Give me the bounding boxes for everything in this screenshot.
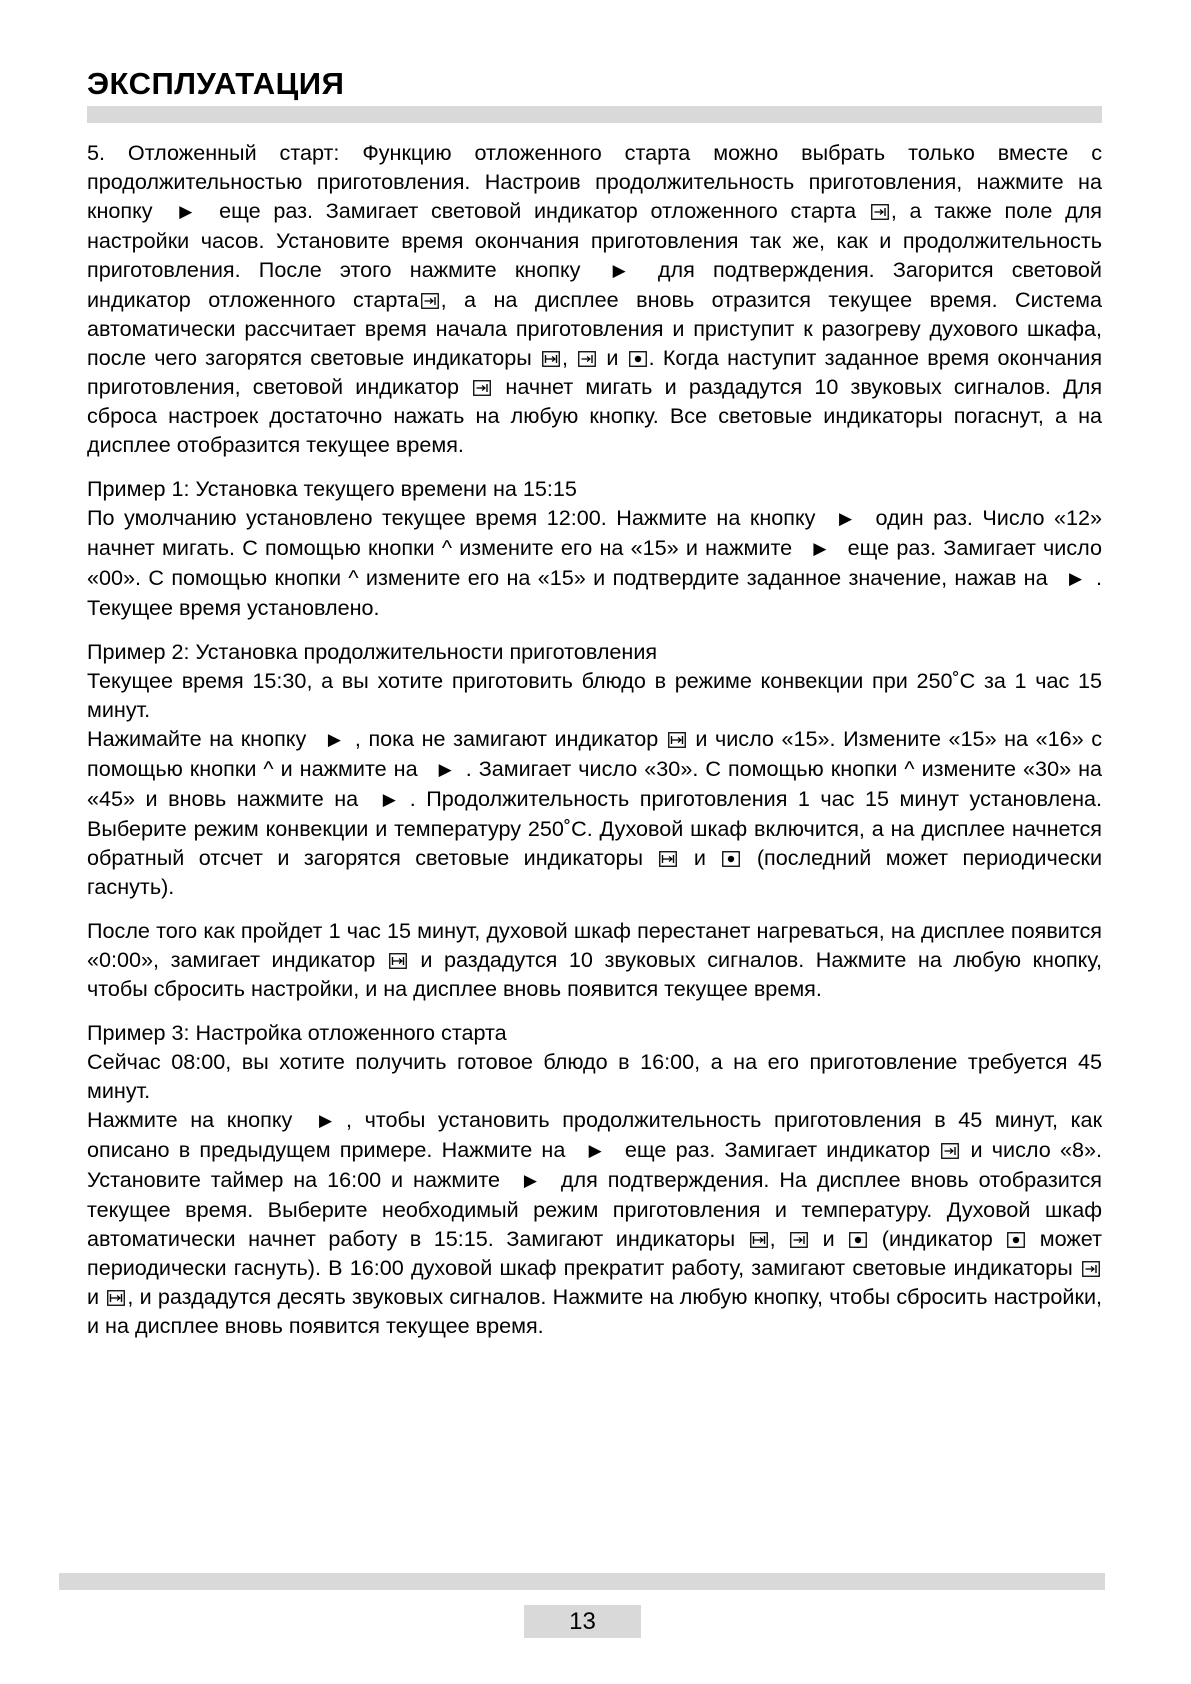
up-arrow-icon: ^ — [348, 565, 359, 590]
text: и число «15». Измените «15» на «16» с помощью кнопки — [87, 726, 1102, 781]
page-number: 13 — [524, 1605, 641, 1638]
play-button-icon: ▶ — [838, 509, 853, 528]
footer-divider — [59, 1573, 1105, 1590]
example-1-body — [87, 503, 1102, 622]
example-2-intro: Текущее время 15:30, а вы хотите приготовить блюдо в режиме конвекции при 250˚C за 1 час 15 минут. — [87, 668, 1102, 722]
play-button-icon: ▶ — [1068, 569, 1083, 588]
up-arrow-icon: ^ — [441, 535, 452, 560]
text: для подтверждения. Загорится световой индикатор отложенного старта — [87, 257, 1102, 312]
text: , — [769, 1226, 776, 1251]
text: измените его на «15» и подтвердите заданное значение, нажав на — [365, 565, 1048, 590]
end-time-indicator-icon — [871, 204, 889, 220]
text: для подтверждения. На дисплее вновь отобразится текущее время. Выберите необходимый режим приготовления и температуру. Духовой шкаф автоматически начнет работу в 15:15. Замигают индикаторы — [87, 1167, 1103, 1251]
text: , и раздадутся десять звуковых сигналов. Нажмите на любую кнопку, чтобы сбросить настройки, и на дисплее вновь появится текущее время. — [87, 1284, 1103, 1338]
text: и раздадутся 10 звуковых сигналов. Нажмите на любую кнопку, чтобы сбросить настройки, и на дисплее вновь появится текущее время. — [87, 947, 1103, 1001]
text: может периодически гаснуть). В 16:00 духовой шкаф прекратит работу, замигают световые индикаторы — [87, 1226, 1102, 1280]
text: После того как пройдет 1 час 15 минут, духовой шкаф перестанет нагреваться, на дисплее появится «0:00», замигает индикатор — [87, 918, 1102, 972]
text: измените «30» на «45» и вновь нажмите на — [87, 756, 1103, 811]
example-2-heading: Пример 2: Установка продолжительности приготовления — [87, 639, 658, 664]
heating-indicator-icon — [629, 351, 647, 367]
play-button-icon: ▶ — [179, 202, 193, 221]
text: еще раз. Замигает число «00». С помощью кнопки — [87, 535, 1103, 590]
example-3-heading: Пример 3: Настройка отложенного старта — [87, 1020, 507, 1045]
end-time-indicator-icon — [421, 293, 439, 309]
text: еще раз. Замигает индикатор — [624, 1137, 931, 1162]
end-time-indicator-icon — [790, 1232, 808, 1248]
play-button-icon: ▶ — [318, 1111, 333, 1130]
example-2-after — [87, 916, 1102, 1003]
text: Нажмите на кнопку — [87, 1107, 293, 1132]
heating-indicator-icon — [1007, 1232, 1025, 1248]
text: , пока не замигают индикатор — [354, 726, 659, 751]
text: еще раз. Замигает световой индикатор отложенного старта — [219, 198, 857, 223]
text: и нажмите на — [280, 756, 418, 781]
text: , — [561, 345, 568, 370]
text: и число «8». Установите таймер на 16:00 и нажмите — [87, 1137, 1103, 1192]
play-button-icon: ▶ — [588, 1141, 602, 1160]
duration-indicator-icon — [389, 953, 407, 969]
text: . Замигает число «30». С помощью кнопки — [465, 756, 898, 781]
text: измените его на «15» и нажмите — [459, 535, 793, 560]
text: начнет мигать и раздадутся 10 звуковых сигналов. Для сброса настроек достаточно нажать на любую кнопку. Все световые индикаторы погаснут, а на дисплее отобразится текущее время. — [87, 374, 1103, 457]
text: и — [606, 345, 619, 370]
end-time-indicator-icon — [578, 351, 596, 367]
play-button-icon: ▶ — [382, 790, 396, 809]
play-button-icon: ▶ — [612, 261, 626, 280]
text: , а на дисплее вновь отразится текущее время. Система автоматически рассчитает время начала приготовления и приступит к разогреву духового шкафа, после чего загорятся световые индикаторы — [87, 287, 1103, 370]
text: Нажимайте на кнопку — [87, 726, 307, 751]
page-title: ЭКСПЛУАТАЦИЯ — [87, 66, 345, 101]
example-3-body — [87, 1105, 1102, 1340]
text: , чтобы установить продолжительность приготовления в 45 минут, как описано в предыдущем примере. Нажмите на — [87, 1107, 1103, 1162]
play-button-icon: ▶ — [438, 760, 452, 779]
text: один раз. Число «12» начнет мигать. С помощью кнопки — [87, 505, 1103, 560]
text: (последний может периодически гаснуть). — [87, 845, 1103, 899]
delayed-start-paragraph — [87, 138, 1102, 459]
text: . Когда наступит заданное время окончания приготовления, световой индикатор — [87, 345, 1103, 399]
duration-indicator-icon — [659, 851, 677, 867]
heating-indicator-icon — [722, 851, 740, 867]
text: . Текущее время установлено. — [87, 565, 1103, 620]
up-arrow-icon: ^ — [263, 756, 274, 781]
end-time-indicator-icon — [1082, 1261, 1100, 1277]
play-button-icon: ▶ — [327, 730, 341, 749]
text: и — [822, 1226, 835, 1251]
text: , а также поле для настройки часов. Установите время окончания приготовления так же, как и продолжительность приготовления. После этого нажмите кнопку — [87, 198, 1103, 282]
text: и — [87, 1284, 100, 1309]
duration-indicator-icon — [750, 1232, 768, 1248]
text: . Продолжительность приготовления 1 час 15 минут установлена. Выберите режим конвекции и температуру 250˚C. Духовой шкаф включится, а на дисплее начнется обратный отсчет и загорятся световые индикаторы — [87, 786, 1103, 870]
end-time-indicator-icon — [941, 1143, 959, 1159]
duration-indicator-icon — [542, 351, 560, 367]
play-button-icon: ▶ — [813, 539, 827, 558]
content — [87, 138, 1102, 1340]
text: По умолчанию установлено текущее время 12:00. Нажмите на кнопку — [87, 505, 816, 530]
title-divider — [87, 106, 1102, 123]
duration-indicator-icon — [668, 732, 686, 748]
duration-indicator-icon — [107, 1290, 125, 1306]
heating-indicator-icon — [849, 1232, 867, 1248]
play-button-icon: ▶ — [523, 1171, 537, 1190]
text: и — [693, 845, 706, 870]
text: (индикатор — [881, 1226, 993, 1251]
example-1-heading: Пример 1: Установка текущего времени на 15:15 — [87, 476, 577, 501]
example-3-intro: Сейчас 08:00, вы хотите получить готовое блюдо в 16:00, а на его приготовление требуется 45 минут. — [87, 1049, 1102, 1103]
example-2-body — [87, 724, 1102, 901]
end-time-indicator-icon — [473, 380, 491, 396]
text: 5. Отложенный старт: Функцию отложенного старта можно выбрать только вместе с продолжительностью приготовления. Настроив продолжительность приготовления, нажмите на кнопку — [87, 140, 1102, 223]
up-arrow-icon: ^ — [904, 756, 915, 781]
